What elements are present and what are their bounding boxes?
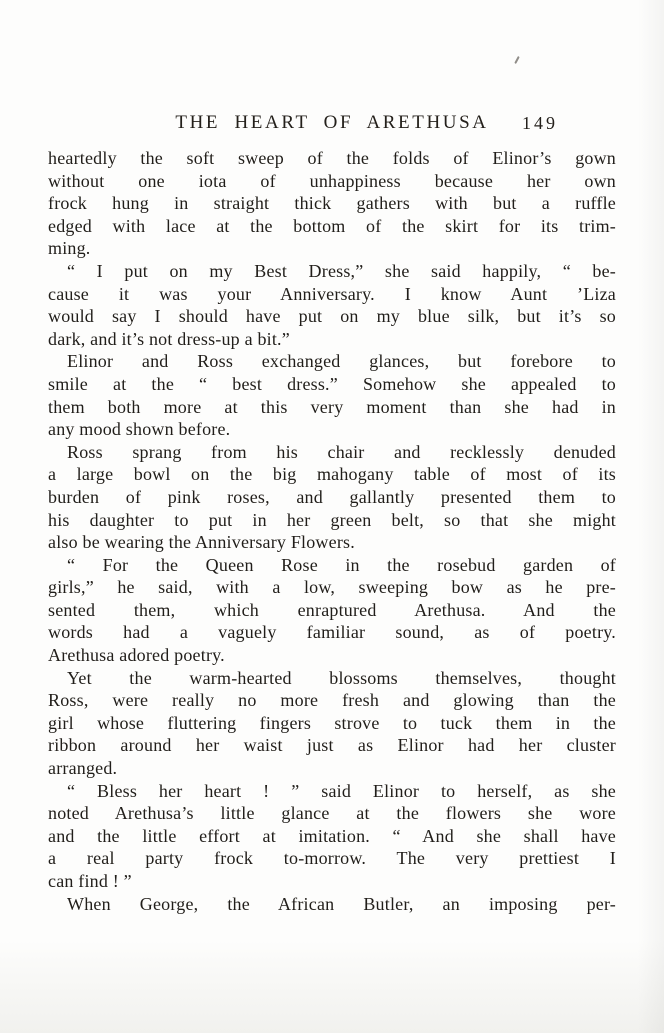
text-line: Yet the warm-hearted blossoms themselves, thought bbox=[67, 667, 616, 688]
text-line: also be wearing the Anniversary Flowers. bbox=[48, 532, 355, 553]
paragraph bbox=[48, 441, 616, 554]
text-line: cause it was your Anniversary. I know Aunt ’Liza bbox=[48, 283, 616, 304]
text-line: ming. bbox=[48, 238, 91, 259]
text-line: Ross, were really no more fresh and glowing than the bbox=[48, 690, 616, 711]
text-line: a real party frock to-morrow. The very prettiest I bbox=[48, 848, 616, 869]
text-line: burden of pink roses, and gallantly presented them to bbox=[48, 486, 616, 507]
running-head bbox=[48, 112, 616, 138]
text-line: girls,” he said, with a low, sweeping bow as he pre- bbox=[48, 577, 616, 598]
scan-artifact-mark bbox=[514, 56, 520, 64]
page-number: 149 bbox=[522, 113, 558, 133]
text-line: dark, and it’s not dress-up a bit.” bbox=[48, 328, 290, 349]
text-line: edged with lace at the bottom of the skirt for its trim- bbox=[48, 215, 616, 236]
chapter-title: THE HEART OF ARETHUSA bbox=[175, 112, 489, 133]
paragraph bbox=[48, 350, 616, 440]
text-line: a large bowl on the big mahogany table of most of its bbox=[48, 464, 616, 485]
text-line: Elinor and Ross exchanged glances, but forebore to bbox=[67, 351, 616, 372]
text-line: “ Bless her heart ! ” said Elinor to herself, as she bbox=[67, 780, 616, 801]
text-line: smile at the “ best dress.” Somehow she appealed to bbox=[48, 373, 616, 394]
text-line: When George, the African Butler, an imposing per- bbox=[67, 893, 616, 914]
paragraph bbox=[48, 554, 616, 667]
text-line: Ross sprang from his chair and recklessly denuded bbox=[67, 441, 616, 462]
page-body bbox=[48, 147, 616, 915]
text-line: without one iota of unhappiness because her own bbox=[48, 170, 616, 191]
paragraph bbox=[48, 667, 616, 780]
text-line: ribbon around her waist just as Elinor had her cluster bbox=[48, 735, 616, 756]
text-line: arranged. bbox=[48, 758, 118, 779]
text-line: frock hung in straight thick gathers with but a ruffle bbox=[48, 193, 616, 214]
text-line: words had a vaguely familiar sound, as of poetry. bbox=[48, 622, 616, 643]
text-line: “ I put on my Best Dress,” she said happily, “ be- bbox=[67, 260, 616, 281]
text-line: his daughter to put in her green belt, so that she might bbox=[48, 509, 616, 530]
text-line: girl whose fluttering fingers strove to tuck them in the bbox=[48, 712, 616, 733]
paragraph bbox=[48, 147, 616, 260]
text-line: can find ! ” bbox=[48, 871, 132, 891]
text-line: would say I should have put on my blue silk, but it’s so bbox=[48, 306, 616, 327]
paragraph bbox=[48, 260, 616, 350]
text-line: noted Arethusa’s little glance at the flowers she wore bbox=[48, 803, 616, 824]
text-line: any mood shown before. bbox=[48, 419, 231, 440]
text-line: them both more at this very moment than she had in bbox=[48, 396, 616, 417]
text-line: sented them, which enraptured Arethusa. And the bbox=[48, 599, 616, 620]
text-line: heartedly the soft sweep of the folds of Elinor’s gown bbox=[48, 148, 616, 168]
text-line: Arethusa adored poetry. bbox=[48, 645, 225, 666]
paragraph bbox=[48, 780, 616, 893]
text-line: and the little effort at imitation. “ And she shall have bbox=[48, 825, 616, 846]
text-line: “ For the Queen Rose in the rosebud garden of bbox=[67, 554, 616, 575]
paragraph bbox=[48, 893, 616, 916]
